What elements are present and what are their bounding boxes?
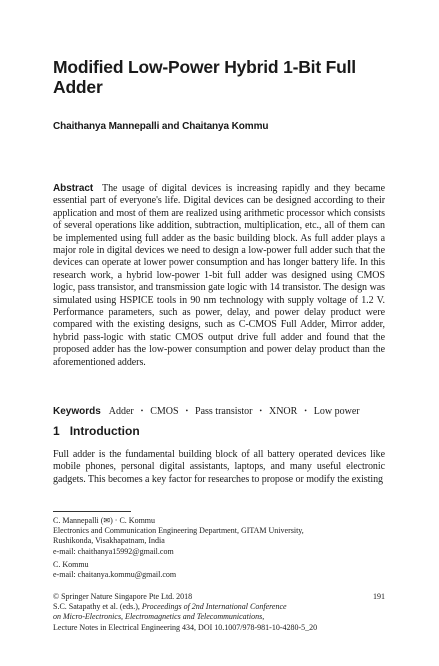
abstract-label: Abstract	[53, 183, 94, 194]
footnote-authors: C. Mannepalli (✉) · C. Kommu	[53, 516, 156, 525]
section-title: Introduction	[69, 424, 140, 438]
keyword-separator: •	[304, 407, 307, 415]
page-number: 191	[373, 592, 385, 601]
keyword-separator: •	[259, 407, 262, 415]
footnote-address: Rushikonda, Visakhapatnam, India	[53, 536, 165, 546]
series-line: Lecture Notes in Electrical Engineering 434, DOI 10.1007/978-981-10-4280-5_20	[53, 622, 318, 632]
footnote-email-2: e-mail: chaitanya.kommu@gmail.com	[53, 570, 177, 580]
footnote-author-2: C. Kommu	[53, 559, 89, 569]
title-line-1: Modified Low-Power Hybrid 1-Bit Full	[53, 57, 356, 77]
footnote-divider	[53, 511, 131, 512]
keyword-item: Low power	[313, 406, 360, 417]
citation-line-1	[53, 602, 385, 612]
keyword-item: Pass transistor	[195, 406, 253, 417]
section-number: 1	[53, 424, 60, 438]
citation-proceedings: Proceedings of 2nd International Conference	[141, 602, 287, 612]
keyword-item: Adder	[108, 406, 134, 417]
keyword-item: CMOS	[150, 406, 179, 417]
citation-comma: ,	[262, 612, 265, 622]
keywords-label: Keywords	[53, 406, 101, 417]
section-heading	[53, 424, 140, 438]
keywords	[53, 405, 385, 418]
keyword-separator: •	[140, 407, 144, 415]
keyword-item: XNOR	[268, 406, 298, 417]
title-line-2: Adder	[53, 77, 103, 97]
copyright-line: © Springer Nature Singapore Pte Ltd. 2018	[53, 592, 193, 601]
publication-footer	[53, 592, 385, 633]
keyword-separator: •	[185, 407, 189, 415]
intro-paragraph: Full adder is the fundamental building block of all battery operated devices like mobile phones, personal digital assistants, laptops, and many useful electronic gadgets. This becomes a key factor for researches to propose or modify the existing	[53, 449, 385, 485]
citation-editors: S.C. Satapathy et al. (eds.),	[53, 602, 142, 612]
footnote-email-1: e-mail: chaithanya15992@gmail.com	[53, 546, 174, 556]
citation-conference: on Micro-Electronics, Electromagnetics and Telecommunications	[53, 612, 263, 622]
author-list: Chaithanya Mannepalli and Chaitanya Kommu	[53, 121, 269, 132]
footnote-affiliation: Electronics and Communication Engineering Department, GITAM University,	[53, 526, 304, 536]
abstract-text: The usage of digital devices is increasing rapidly and they became essential part of everyone's life. Digital devices can be designed according to their application and most of them are realized using arithmetic processor which consists of several operations like addition, subtraction, multiplication, etc., all of them can be implemented using full adder as the basic building block. As full adder plays a major role in digital devices we need to design a low-power full adder such that the devices can operate at lower power consumption and has longer battery life. In this research work, a hybrid low-power 1-bit full adder was designed using CMOS logic, pass transistor, and transmission gate logic with 14 transistor. The design was simulated using HSPICE tools in 90 nm technology with supply voltage of 1.2 V. Performance parameters, such as power, delay, and power delay product were compared with the existing designs, such as C-CMOS Full Adder, Mirror adder, hybrid pass-logic with static CMOS output drive full adder and found that the proposed adder has the low-power consumption and power delay product than the aforementioned adders.	[53, 183, 385, 368]
citation-line-2	[53, 612, 385, 622]
abstract	[53, 183, 385, 369]
paper-title	[53, 57, 383, 97]
author-footnotes	[53, 516, 393, 580]
